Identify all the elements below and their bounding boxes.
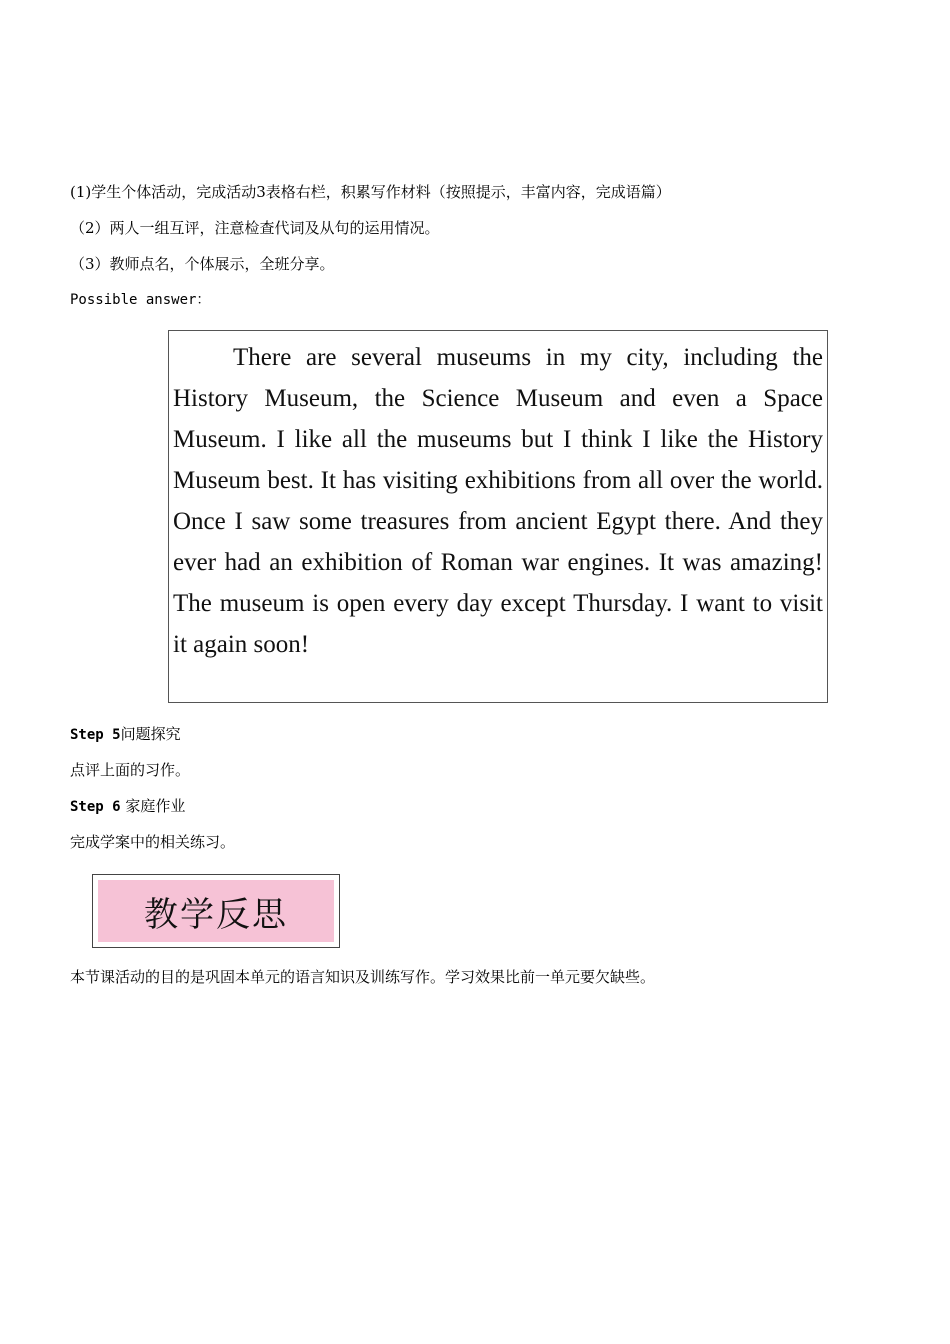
step5-detail: 点评上面的习作。 xyxy=(70,761,191,779)
possible-answer-label: Possible answer： xyxy=(70,292,211,308)
step6-detail: 完成学案中的相关练习。 xyxy=(70,833,236,851)
answer-box xyxy=(168,330,828,703)
step5-heading xyxy=(70,724,181,745)
step5-title: 问题探究 xyxy=(120,725,181,743)
reflection-banner xyxy=(92,874,340,948)
answer-text: There are several museums in my city, including the History Museum, the Science Museum and even a Space Museum. I like all the museums but I think I like the History Museum best. It has visiting exhibitions from all over the world. Once I saw some treasures from ancient Egypt there. And they ever had an exhibition of Roman war engines. It was amazing! The museum is open every day except Thursday. I want to visit it again soon! xyxy=(173,344,823,658)
step5-label: Step 5 xyxy=(70,727,121,743)
step6-heading xyxy=(70,796,185,817)
step6-title: 家庭作业 xyxy=(120,797,186,815)
instruction-item-2: （2）两人一组互评，注意检查代词及从句的运用情况。 xyxy=(70,219,440,237)
reflection-banner-title: 教学反思 xyxy=(144,894,288,935)
reflection-banner-fill xyxy=(98,880,334,942)
instruction-item-1: (1)学生个体活动，完成活动3表格右栏，积累写作材料（按照提示，丰富内容，完成语篇） xyxy=(70,183,671,201)
instruction-item-3: （3）教师点名，个体展示，全班分享。 xyxy=(70,255,335,273)
reflection-text: 本节课活动的目的是巩固本单元的语言知识及训练写作。学习效果比前一单元要欠缺些。 xyxy=(70,968,656,986)
step6-label: Step 6 xyxy=(70,799,121,815)
